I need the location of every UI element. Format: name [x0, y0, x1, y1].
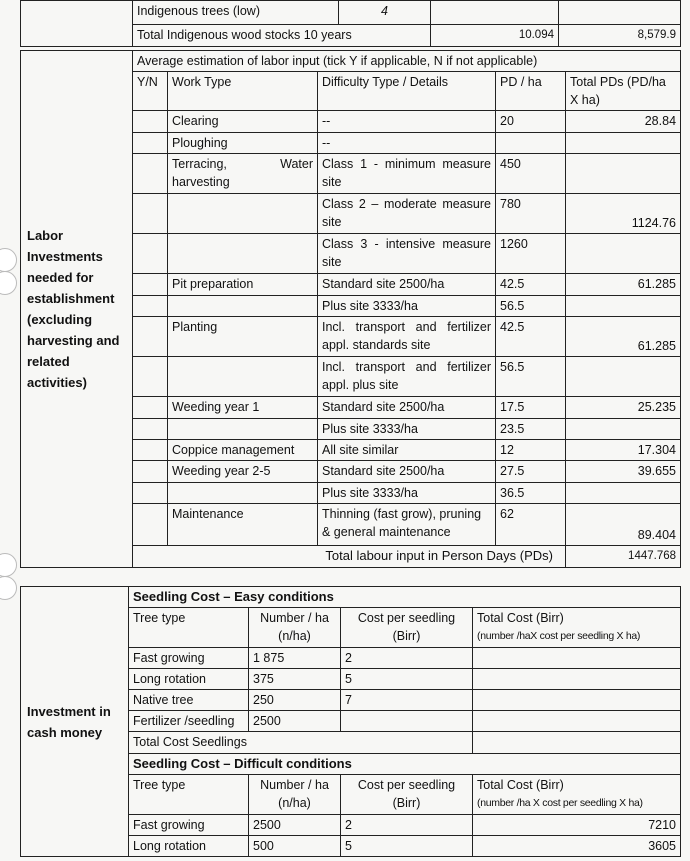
work-details: All site similar: [318, 440, 496, 461]
labor-intro: Average estimation of labor input (tick Y if applicable, N if not applicable): [133, 51, 681, 72]
total-pd: [566, 357, 681, 397]
number-per-ha: 250: [249, 690, 341, 711]
pd-per-ha: 62: [496, 504, 566, 546]
work-type: [168, 419, 318, 440]
table-row: [21, 1, 681, 25]
work-details: Class 2 – moderate measure site: [318, 194, 496, 234]
cash-side-label: Investment in cash money: [21, 587, 129, 857]
total-cost: 3605: [473, 836, 681, 857]
column-header: Number / ha (n/ha): [249, 608, 341, 648]
work-type: Weeding year 2-5: [168, 461, 318, 483]
work-type: Planting: [168, 317, 318, 357]
total-pd: 39.655: [566, 461, 681, 483]
number-per-ha: 2500: [249, 711, 341, 732]
pd-per-ha: 780: [496, 194, 566, 234]
work-type: [168, 234, 318, 274]
column-header: Total PDs (PD/ha X ha): [566, 72, 681, 111]
column-header: Y/N: [133, 72, 168, 111]
work-details: Plus site 3333/ha: [318, 483, 496, 504]
indigenous-low-value: 4: [339, 1, 431, 25]
work-type: Maintenance: [168, 504, 318, 546]
cost-per-seedling: 2: [341, 648, 473, 669]
pd-per-ha: 56.5: [496, 357, 566, 397]
total-pd: 1124.76: [566, 194, 681, 234]
work-type: Pit preparation: [168, 274, 318, 296]
indigenous-low-label: Indigenous trees (low): [133, 1, 339, 25]
total-pd: [566, 419, 681, 440]
work-type: Coppice management: [168, 440, 318, 461]
total-cost-subheader: (number /haX cost per seedling X ha): [477, 630, 641, 642]
total-pd: [566, 234, 681, 274]
stocks-label: Total Indigenous wood stocks 10 years: [133, 25, 431, 47]
column-header: Cost per seedling (Birr): [341, 608, 473, 648]
labor-total-value: 1447.768: [566, 546, 681, 568]
total-pd: 61.285: [566, 274, 681, 296]
total-pd: [566, 154, 681, 194]
work-details: Standard site 2500/ha: [318, 397, 496, 419]
total-cost: [473, 711, 681, 732]
work-details: Standard site 2500/ha: [318, 274, 496, 296]
cost-per-seedling: 7: [341, 690, 473, 711]
table-row: [21, 51, 681, 72]
stocks-total: 8,579.9: [559, 25, 681, 47]
total-pd: 28.84: [566, 111, 681, 133]
work-details: --: [318, 133, 496, 154]
total-cost: [473, 669, 681, 690]
column-header: Cost per seedling (Birr): [341, 775, 473, 815]
pd-per-ha: [496, 133, 566, 154]
cost-per-seedling: 5: [341, 669, 473, 690]
tree-type: Fast growing: [129, 815, 249, 836]
number-per-ha: 1 875: [249, 648, 341, 669]
work-details: Incl. transport and fertilizer appl. standards site: [318, 317, 496, 357]
total-pd: 17.304: [566, 440, 681, 461]
work-type: Ploughing: [168, 133, 318, 154]
work-details: Class 3 - intensive measure site: [318, 234, 496, 274]
work-type: Clearing: [168, 111, 318, 133]
work-details: Incl. transport and fertilizer appl. plus site: [318, 357, 496, 397]
punch-hole: [0, 553, 17, 577]
column-header: Work Type: [168, 72, 318, 111]
pd-per-ha: 56.5: [496, 296, 566, 317]
cost-per-seedling: 5: [341, 836, 473, 857]
work-details: Class 1 - minimum measure site: [318, 154, 496, 194]
tree-type: Fast growing: [129, 648, 249, 669]
column-header: Tree type: [129, 608, 249, 648]
work-type: [168, 357, 318, 397]
total-cost: [473, 648, 681, 669]
total-cost: [473, 690, 681, 711]
total-cost: 7210: [473, 815, 681, 836]
tree-type: Long rotation: [129, 669, 249, 690]
total-pd: 89.404: [566, 504, 681, 546]
labor-total-label: Total labour input in Person Days (PDs): [133, 546, 566, 568]
labor-table: [20, 50, 681, 568]
pd-per-ha: 1260: [496, 234, 566, 274]
punch-hole: [0, 248, 17, 272]
side-cell: [21, 1, 133, 47]
column-header: Number / ha (n/ha): [249, 775, 341, 815]
work-details: Thinning (fast grow), pruning & general maintenance: [318, 504, 496, 546]
section-title-row: [21, 587, 681, 608]
pd-per-ha: 42.5: [496, 274, 566, 296]
work-type: [168, 194, 318, 234]
pd-per-ha: 23.5: [496, 419, 566, 440]
stocks-pd: 10.094: [431, 25, 559, 47]
pd-per-ha: 36.5: [496, 483, 566, 504]
total-pd: 25.235: [566, 397, 681, 419]
wood-stock-table: [20, 0, 681, 47]
easy-title: Seedling Cost – Easy conditions: [129, 587, 681, 608]
column-header: Difficulty Type / Details: [318, 72, 496, 111]
number-per-ha: 2500: [249, 815, 341, 836]
work-details: Plus site 3333/ha: [318, 419, 496, 440]
tree-type: Long rotation: [129, 836, 249, 857]
work-details: Standard site 2500/ha: [318, 461, 496, 483]
work-type: [168, 296, 318, 317]
number-per-ha: 375: [249, 669, 341, 690]
punch-hole: [0, 576, 17, 600]
pd-per-ha: 12: [496, 440, 566, 461]
total-pd: [566, 483, 681, 504]
column-header: [473, 608, 681, 648]
cost-per-seedling: [341, 711, 473, 732]
total-cost-subheader: (number /ha X cost per seedling X ha): [477, 797, 643, 809]
total-cost-header: Total Cost (Birr): [477, 778, 564, 792]
pd-per-ha: 27.5: [496, 461, 566, 483]
tree-type: Fertilizer /seedling: [129, 711, 249, 732]
punch-hole: [0, 271, 17, 295]
total-cost-seedlings-label: Total Cost Seedlings: [129, 732, 473, 754]
column-header: PD / ha: [496, 72, 566, 111]
labor-side-label: Labor Investments needed for establishment (excluding harvesting and related activities): [21, 51, 133, 568]
total-cost-header: Total Cost (Birr): [477, 611, 564, 625]
column-header: Tree type: [129, 775, 249, 815]
work-details: --: [318, 111, 496, 133]
column-header: [473, 775, 681, 815]
difficult-title: Seedling Cost – Difficult conditions: [129, 754, 681, 775]
total-pd: [566, 296, 681, 317]
tree-type: Native tree: [129, 690, 249, 711]
pd-per-ha: 20: [496, 111, 566, 133]
cost-per-seedling: 2: [341, 815, 473, 836]
total-pd: 61.285: [566, 317, 681, 357]
pd-per-ha: 42.5: [496, 317, 566, 357]
pd-per-ha: 17.5: [496, 397, 566, 419]
work-type: Weeding year 1: [168, 397, 318, 419]
number-per-ha: 500: [249, 836, 341, 857]
work-type: [168, 483, 318, 504]
cash-table: [20, 586, 681, 857]
work-details: Plus site 3333/ha: [318, 296, 496, 317]
work-type: Terracing, Water harvesting: [168, 154, 318, 194]
total-pd: [566, 133, 681, 154]
pd-per-ha: 450: [496, 154, 566, 194]
